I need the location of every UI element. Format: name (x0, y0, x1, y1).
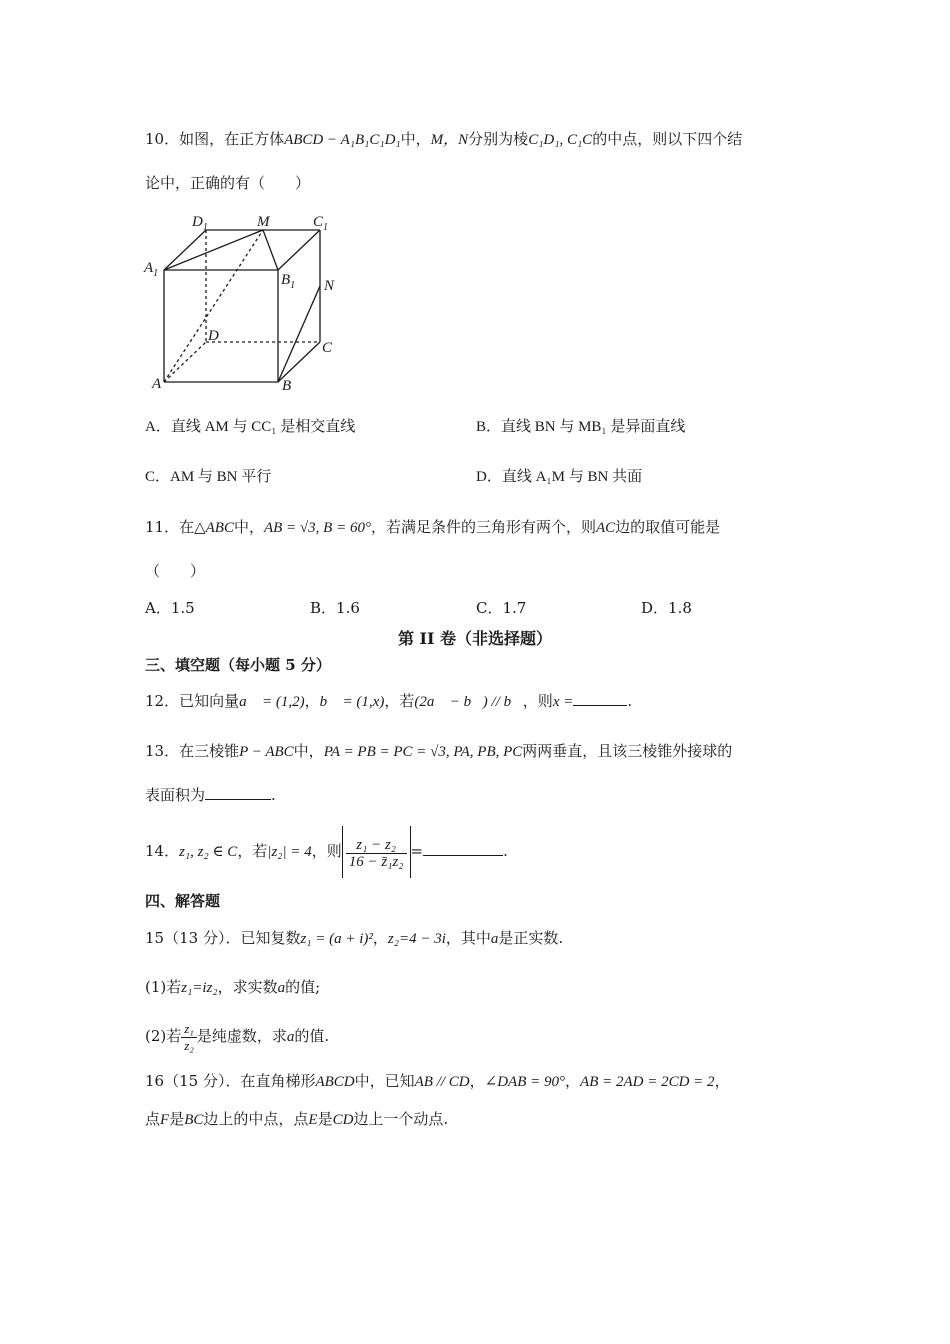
q15-p1-eq: z₁=iz₂ (181, 980, 218, 996)
q15-p2-a: a (286, 1029, 295, 1045)
q15-part1 (145, 976, 320, 999)
q16-abcd: ABCD (315, 1074, 355, 1090)
q13-text3: 两两垂直，且该三棱锥外接球的 (522, 742, 733, 760)
q15-p2-pre: (2)若 (145, 1027, 182, 1045)
q10-mn: M，N (430, 132, 469, 148)
q15-p1-mid: ，求实数 (217, 978, 278, 996)
q11-option-c[interactable]: C．1.7 (476, 599, 527, 617)
q15-p2-denominator: z₂ (184, 1037, 194, 1053)
q15-text: 15（13 分）．已知复数 (145, 929, 301, 947)
label-c: C (322, 340, 333, 356)
q14-numerator: z₁ − z₂ (346, 837, 407, 854)
q10-option-c[interactable]: C．AM 与 BN 平行 (145, 469, 272, 485)
q16-l2-c: 边上的中点，点 (203, 1110, 309, 1128)
q13-text4: 表面积为 (145, 786, 206, 804)
q11-ac: AC (595, 520, 616, 536)
label-d1-sub: 1 (202, 222, 208, 233)
q15-text3: 是正实数. (498, 929, 564, 947)
q16-text2: 中，已知 (354, 1072, 415, 1090)
q16-sep2: ， (565, 1072, 581, 1090)
label-a1-sub: 1 (153, 268, 159, 279)
q15-z1: z₁ = (a + i)² (300, 931, 373, 947)
segment-bn (278, 286, 320, 382)
cube-figure (140, 208, 350, 398)
q16-sep: ， (469, 1072, 485, 1090)
q16-line1 (145, 1070, 730, 1093)
q15-p1-pre: (1)若 (145, 978, 182, 996)
q16-lengths: AB = 2AD = 2CD = 2 (580, 1074, 715, 1090)
q16-line2 (145, 1108, 448, 1131)
segment-mb1 (263, 230, 278, 270)
label-c1: $C_1$ (313, 214, 329, 233)
q10-edges: C₁D₁, C₁C (528, 132, 593, 148)
q10-text2: 中， (400, 130, 431, 148)
q10-text3: 分别为棱 (468, 130, 529, 148)
q10-cube: ABCD − A₁B₁C₁D₁ (284, 132, 401, 148)
q13-answer-blank[interactable] (205, 785, 271, 800)
q13-pyramid: P − ABC (239, 744, 294, 760)
q15-p2-fraction (181, 1021, 197, 1054)
q10-line2: 论中，正确的有（ ） (145, 174, 311, 192)
q15-p2-mid: 是纯虚数，求 (196, 1027, 287, 1045)
q11-text: 11．在 (145, 518, 195, 536)
q16-sep3: ， (714, 1072, 730, 1090)
q16-parallel: AB // CD (414, 1074, 470, 1090)
label-d1: $D_1$ (192, 214, 208, 233)
edge-a1d1 (164, 230, 206, 270)
q10-text4: 的中点，则以下四个结 (592, 130, 743, 148)
segment-am (164, 230, 263, 382)
q12-sep: ， (304, 692, 320, 710)
q16-e: E (308, 1112, 318, 1128)
label-m: M (257, 214, 270, 230)
q14-line (145, 826, 508, 878)
q16-l2-b: 是 (169, 1110, 185, 1128)
q12-condition: (2a⃗ − b⃗) // b⃗ (414, 694, 523, 710)
q11-text2: 中， (233, 518, 264, 536)
q13-end: . (271, 786, 276, 804)
q13-line2 (145, 784, 276, 806)
q12-vector-b: b⃗ = (1,x) (319, 694, 385, 710)
label-d: D (208, 328, 219, 344)
q10-option-d[interactable]: D．直线 A₁M 与 BN 共面 (476, 469, 643, 485)
q14-abs (342, 826, 411, 878)
label-n: N (324, 278, 335, 294)
q12-answer-blank[interactable] (573, 691, 627, 706)
q15-sep: ， (372, 929, 388, 947)
q11-option-b[interactable]: B．1.6 (310, 599, 360, 617)
q11-text4: 边的取值可能是 (615, 518, 721, 536)
q15-a: a (490, 931, 499, 947)
q12-line (145, 690, 632, 713)
label-b: B (282, 378, 292, 394)
q14-set: z₁, z₂ ∈ C (179, 844, 238, 860)
q10-text: 10．如图，在正方体 (145, 130, 285, 148)
q11-triangle: △ABC (194, 520, 234, 536)
q12-text: 12．已知向量 (145, 692, 240, 710)
q14-answer-blank[interactable] (423, 841, 503, 856)
q14-text2: ，若 (237, 842, 268, 860)
q12-vector-a: a⃗ = (1,2) (239, 694, 305, 710)
q10-option-b[interactable]: B．直线 BN 与 MB₁ 是异面直线 (476, 419, 686, 435)
q15-text2: ，其中 (445, 929, 491, 947)
q15-part2 (145, 1016, 329, 1057)
q16-text: 16（15 分）．在直角梯形 (145, 1072, 316, 1090)
edge-bc (278, 342, 320, 382)
label-a1: $A_1$ (144, 260, 159, 279)
q15-z2: z₂=4 − 3i (387, 931, 446, 947)
q16-l2-a: 点 (145, 1110, 161, 1128)
label-b1-sub: 1 (290, 280, 296, 291)
section-4-header: 四、解答题 (145, 892, 221, 910)
q15-p1-end: 的值; (285, 978, 321, 996)
q12-end: . (627, 692, 633, 710)
q11-line1 (145, 516, 720, 539)
q16-l2-d: 是 (317, 1110, 333, 1128)
q13-text: 13．在三棱锥 (145, 742, 240, 760)
section-3-header: 三、填空题（每小题 5 分） (145, 656, 331, 674)
section-2-title: 第 II 卷（非选择题） (397, 629, 553, 648)
q13-line1 (145, 740, 732, 763)
q12-text3: ，则 (522, 692, 553, 710)
edge-b1c1 (278, 230, 320, 270)
q12-x: x = (552, 694, 574, 710)
q16-f: F (160, 1112, 170, 1128)
q15-p1-a: a (277, 980, 286, 996)
label-b1: $B_1$ (281, 272, 296, 291)
q14-end: . (503, 842, 508, 860)
q14-denominator: 16 − z̄₁z₂ (348, 853, 404, 870)
q14-fraction (346, 837, 407, 870)
edge-ad-hidden (164, 342, 206, 382)
label-a: A (152, 376, 162, 392)
q11-text3: ，若满足条件的三角形有两个，则 (370, 518, 596, 536)
q14-text: 14． (145, 842, 180, 860)
q11-option-a[interactable]: A．1.5 (145, 599, 195, 617)
q11-paren: （ ） (145, 562, 206, 580)
q14-text3: ，则 (311, 842, 342, 860)
q13-text2: 中， (293, 742, 324, 760)
q12-text2: ，若 (384, 692, 415, 710)
q15-p2-end: 的值. (294, 1027, 330, 1045)
q16-angle: ∠DAB = 90° (484, 1074, 566, 1090)
q16-l2-e: 边上一个动点. (353, 1110, 449, 1128)
q15-line1 (145, 927, 563, 950)
segment-a1m (164, 230, 263, 270)
q16-cd: CD (332, 1112, 354, 1128)
q13-condition: PA = PB = PC = √3, PA, PB, PC (323, 744, 523, 760)
label-c1-sub: 1 (323, 222, 329, 233)
q11-option-d[interactable]: D．1.8 (641, 599, 692, 617)
q10-line1 (145, 128, 742, 151)
q14-condition: |z₂| = 4 (267, 844, 312, 860)
q11-condition: AB = √3, B = 60° (263, 520, 371, 536)
q14-eq: = (410, 842, 424, 860)
q15-p2-numerator: z₁ (181, 1021, 197, 1038)
q16-bc: BC (184, 1112, 204, 1128)
q10-option-a[interactable]: A．直线 AM 与 CC₁ 是相交直线 (145, 419, 356, 435)
